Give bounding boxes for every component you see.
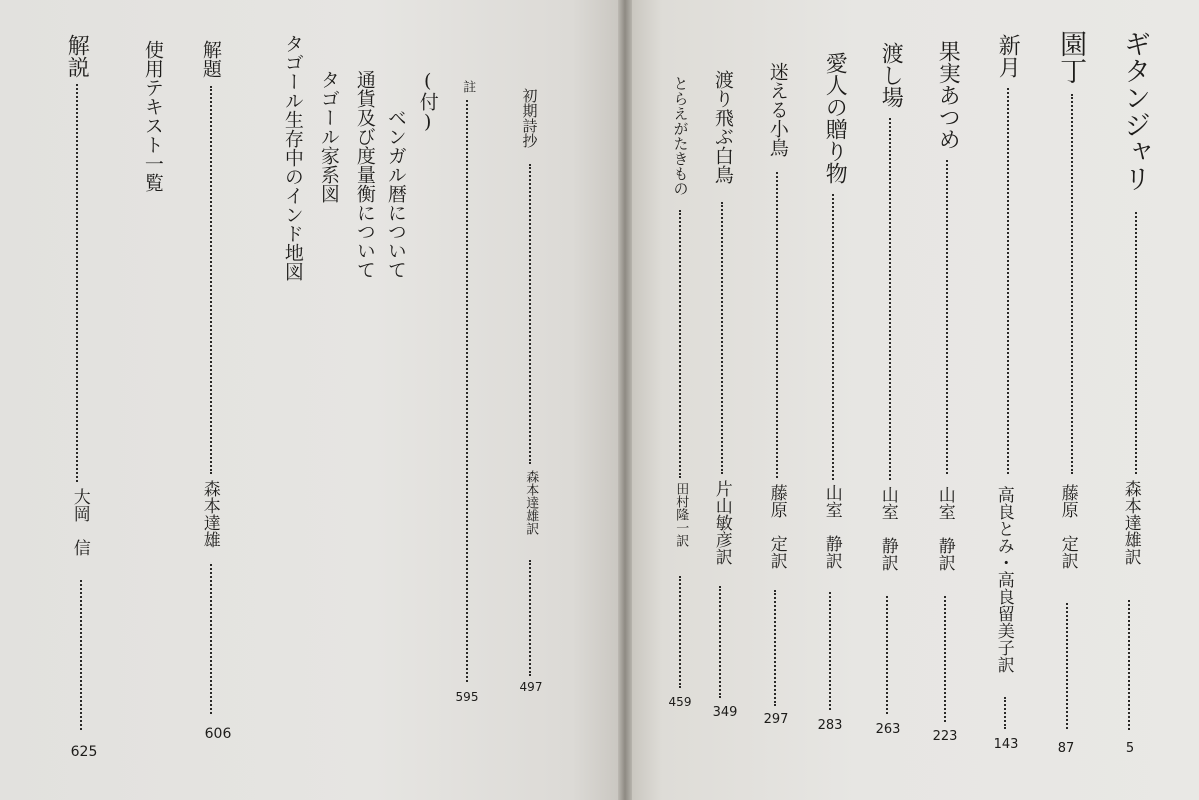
leader-dots (944, 596, 946, 722)
leader-dots (776, 172, 778, 478)
toc-title: タゴール家系図 (317, 70, 340, 203)
leader-dots (1004, 697, 1006, 729)
toc-title: 初期詩抄 (520, 88, 539, 148)
leader-dots (829, 592, 831, 710)
toc-translator: 森本達雄 (199, 480, 220, 548)
leader-dots (80, 580, 82, 730)
toc-page-number: 143 (993, 737, 1019, 752)
leader-dots (76, 84, 78, 482)
toc-title: 果実あつめ (935, 40, 961, 150)
leader-dots (946, 160, 948, 474)
leader-dots (466, 100, 468, 682)
toc-title: 渡り飛ぶ白鳥 (711, 70, 734, 184)
toc-page-number: 625 (70, 744, 98, 760)
toc-title: とらえがたきもの (671, 76, 690, 196)
toc-page-number: 283 (817, 718, 843, 733)
leader-dots (1071, 94, 1073, 474)
leader-dots (210, 86, 212, 474)
leader-dots (889, 118, 891, 480)
toc-page-number: 87 (1057, 741, 1075, 756)
toc-title: 使用テキスト一覧 (141, 40, 164, 192)
toc-translator: 藤原 定訳 (1057, 484, 1078, 569)
toc-title: 解題 (199, 40, 222, 78)
toc-page-number: 459 (668, 695, 692, 709)
toc-page-number: 5 (1125, 741, 1135, 756)
toc-translator: 山室 静訳 (934, 486, 955, 571)
toc-title: 愛人の贈り物 (822, 52, 848, 184)
leader-dots (1135, 212, 1137, 474)
toc-title: 園丁 (1055, 30, 1087, 84)
leader-dots (529, 164, 531, 464)
book-gutter (618, 0, 632, 800)
toc-translator: 田村隆一訳 (673, 482, 689, 547)
toc-title: 渡し場 (878, 42, 904, 108)
toc-title: 通貨及び度量衡について (353, 70, 376, 279)
toc-translator: 山室 静訳 (877, 486, 898, 571)
toc-title: 迷える小鳥 (766, 62, 789, 157)
leader-dots (210, 564, 212, 714)
toc-page-number: 497 (519, 680, 543, 694)
toc-translator: 片山敏彦訳 (711, 480, 732, 565)
toc-title: 新月 (995, 34, 1021, 78)
toc-translator: 森本達雄訳 (523, 470, 539, 535)
toc-title: 解説 (64, 34, 90, 78)
toc-translator: 藤原 定訳 (766, 484, 787, 569)
leader-dots (774, 590, 776, 706)
leader-dots (679, 576, 681, 688)
toc-page-number: 606 (204, 726, 232, 742)
leader-dots (886, 596, 888, 714)
toc-title: ギタンジャリ (1119, 30, 1151, 192)
leader-dots (679, 210, 681, 478)
toc-translator: 高良とみ・高良留美子訳 (993, 486, 1014, 673)
toc-title: タゴール生存中のインド地図 (281, 34, 304, 281)
toc-translator: 森本達雄訳 (1120, 480, 1141, 565)
leader-dots (1128, 600, 1130, 730)
appendix-marker: (付) (416, 70, 439, 133)
toc-page-number: 349 (712, 705, 738, 720)
toc-page-number: 223 (932, 729, 958, 744)
toc-page-number: 263 (875, 722, 901, 737)
toc-title: 註 (460, 80, 476, 93)
toc-page-number: 297 (763, 712, 789, 727)
leader-dots (1066, 603, 1068, 729)
leader-dots (721, 202, 723, 474)
leader-dots (1007, 88, 1009, 474)
toc-translator: 山室 静訳 (821, 484, 842, 569)
toc-translator: 大岡 信 (69, 488, 90, 556)
toc-title: ベンガル暦について (384, 108, 407, 279)
leader-dots (719, 586, 721, 698)
leader-dots (529, 560, 531, 676)
leader-dots (832, 194, 834, 480)
toc-page-number: 595 (455, 690, 479, 704)
